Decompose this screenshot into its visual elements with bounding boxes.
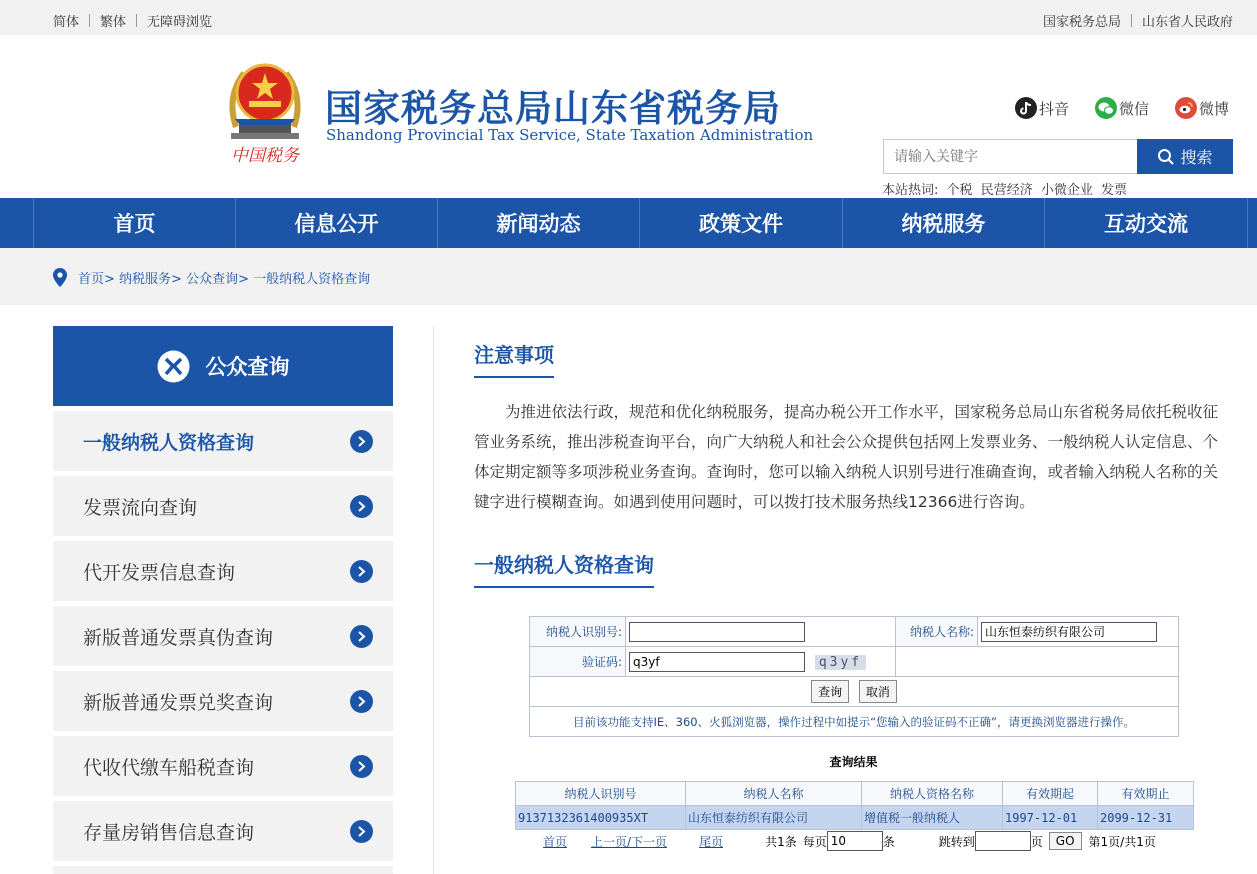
taxpayer-name-label: 纳税人名称: — [896, 617, 978, 647]
nav-home[interactable]: 首页 — [33, 198, 235, 248]
results-table — [515, 781, 1194, 830]
captcha-label: 验证码: — [530, 647, 626, 677]
breadcrumb-service[interactable]: 纳税服务> — [119, 272, 182, 287]
empty-cell — [896, 647, 1179, 677]
sidebar-item-label: 新版普通发票真伪查询 — [83, 626, 274, 649]
chevron-right-icon — [350, 690, 373, 713]
sidebar-item-housing-sales[interactable] — [53, 801, 393, 861]
weibo-label: 微博 — [1199, 99, 1230, 118]
breadcrumb-home[interactable]: 首页> — [78, 272, 115, 287]
douyin-label: 抖音 — [1039, 99, 1070, 118]
first-page-link[interactable]: 首页 — [543, 834, 568, 849]
total-count: 共1条 — [765, 834, 797, 849]
cell-taxpayer-name: 山东恒泰纺织有限公司 — [686, 806, 862, 830]
divider — [89, 14, 90, 27]
divider — [1131, 14, 1132, 27]
page-unit: 页 — [1030, 834, 1043, 849]
goto-label: 跳转到 — [938, 834, 975, 849]
sidebar-item-label: 一般纳税人资格查询 — [83, 431, 255, 454]
breadcrumb-current[interactable]: 一般纳税人资格查询 — [253, 272, 371, 287]
sidebar-item-general-taxpayer[interactable] — [53, 411, 393, 471]
column-header: 有效期起 — [1003, 782, 1098, 806]
wechat-label: 微信 — [1119, 99, 1150, 118]
breadcrumb — [52, 268, 370, 287]
cancel-button[interactable]: 取消 — [859, 680, 897, 703]
location-pin-icon — [52, 268, 68, 287]
douyin-link[interactable] — [1015, 97, 1069, 119]
nav-interact[interactable]: 互动交流 — [1044, 198, 1248, 248]
last-page-link[interactable]: 尾页 — [699, 834, 724, 849]
nav-service[interactable]: 纳税服务 — [842, 198, 1044, 248]
wechat-link[interactable] — [1095, 97, 1149, 119]
captcha-image[interactable]: q3yf — [815, 655, 866, 670]
cell-valid-to: 2099-12-31 — [1098, 806, 1194, 830]
sidebar-item-label: 代收代缴车船税查询 — [83, 756, 255, 779]
sidebar-item-label: 存量房销售信息查询 — [83, 821, 255, 844]
column-header: 纳税人识别号 — [516, 782, 686, 806]
query-button[interactable]: 查询 — [811, 680, 849, 703]
language-links — [53, 11, 212, 30]
link-sta[interactable]: 国家税务总局 — [1042, 15, 1121, 30]
taxpayer-id-input[interactable] — [629, 622, 805, 642]
link-simplified[interactable]: 简体 — [53, 15, 80, 30]
top-bar — [0, 0, 1257, 35]
per-page-input[interactable] — [827, 831, 883, 851]
notice-text: 为推进依法行政，规范和优化纳税服务，提高办税公开工作水平，国家税务总局山东省税务局依托税收征管业务系统，推出涉税查询平台，向广大纳税人和社会公众提供包括网上发票业务、一般纳税人认定信息、个体定期定额等多项涉税业务查询。查询时，您可以输入纳税人识别号进行准确查询，或者输入纳税人名称的关键字进行模糊查询。如遇到使用问题时，可以拨打技术服务热线12366进行咨询。 — [474, 403, 1219, 511]
nav-policy[interactable]: 政策文件 — [639, 198, 842, 248]
search-button-label: 搜索 — [1180, 148, 1213, 167]
sidebar-item-invoice-flow[interactable] — [53, 476, 393, 536]
divider — [136, 14, 137, 27]
hot-word[interactable]: 小微企业 — [1040, 183, 1093, 198]
column-header: 有效期止 — [1098, 782, 1194, 806]
link-accessibility[interactable]: 无障碍浏览 — [147, 15, 213, 30]
hot-words-label: 本站热词: — [882, 183, 939, 198]
site-header — [0, 35, 1257, 198]
query-icon — [157, 350, 190, 383]
cell-qualification: 增值税一般纳税人 — [862, 806, 1003, 830]
weibo-link[interactable] — [1175, 97, 1229, 119]
captcha-input[interactable] — [629, 652, 805, 672]
sidebar-item-invoice-authenticity[interactable] — [53, 606, 393, 666]
chevron-right-icon — [350, 495, 373, 518]
hot-word[interactable]: 个税 — [946, 183, 973, 198]
sidebar-item-more[interactable] — [53, 866, 393, 874]
external-links — [1043, 11, 1233, 30]
site-subtitle: Shandong Provincial Tax Service, State Taxation Administration — [326, 126, 814, 144]
main-nav — [0, 198, 1257, 248]
hot-word[interactable]: 发票 — [1101, 183, 1128, 198]
taxpayer-id-label: 纳税人识别号: — [530, 617, 626, 647]
goto-page-input[interactable] — [975, 831, 1031, 851]
site-search — [883, 139, 1233, 174]
chevron-right-icon — [350, 820, 373, 843]
column-header: 纳税人名称 — [686, 782, 862, 806]
link-traditional[interactable]: 繁体 — [100, 15, 127, 30]
browser-tip: 目前该功能支持IE、360、火狐浏览器，操作过程中如提示“您输入的验证码不正确”，请更换浏览器进行操作。 — [530, 707, 1179, 737]
sidebar-title — [53, 326, 393, 406]
link-province-gov[interactable]: 山东省人民政府 — [1141, 15, 1233, 30]
breadcrumb-bar — [0, 248, 1257, 305]
table-row[interactable] — [516, 806, 1194, 830]
search-icon — [1157, 148, 1175, 166]
table-header-row — [516, 782, 1194, 806]
column-header: 纳税人资格名称 — [862, 782, 1003, 806]
search-button[interactable] — [1137, 139, 1233, 174]
weibo-icon — [1175, 97, 1197, 119]
tax-emblem-icon — [222, 57, 308, 167]
cell-taxpayer-id: 9137132361400935XT — [516, 806, 686, 830]
search-input[interactable] — [883, 139, 1138, 174]
douyin-icon — [1015, 97, 1037, 119]
per-page-unit: 条 — [882, 834, 895, 849]
sidebar-item-label: 发票流向查询 — [83, 496, 198, 519]
sidebar-item-label: 新版普通发票兑奖查询 — [83, 691, 274, 714]
query-title: 一般纳税人资格查询 — [474, 549, 654, 588]
site-title: 国家税务总局山东省税务局 — [325, 87, 781, 130]
taxpayer-name-input[interactable] — [981, 622, 1157, 642]
sidebar-item-label: 代开发票信息查询 — [83, 561, 236, 584]
hot-word[interactable]: 民营经济 — [980, 183, 1033, 198]
breadcrumb-public-query[interactable]: 公众查询> — [186, 272, 249, 287]
query-form — [529, 616, 1179, 737]
chevron-right-icon — [350, 430, 373, 453]
nav-news[interactable]: 新闻动态 — [437, 198, 639, 248]
nav-info[interactable]: 信息公开 — [235, 198, 437, 248]
per-page-label: 每页 — [802, 834, 827, 849]
go-button[interactable]: GO — [1049, 832, 1082, 850]
cell-valid-from: 1997-12-01 — [1003, 806, 1098, 830]
pagination — [543, 831, 1156, 851]
page-info: 第1页/共1页 — [1088, 834, 1156, 849]
sidebar-title-label: 公众查询 — [205, 355, 290, 379]
notice-title: 注意事项 — [474, 339, 554, 378]
results-title: 查询结果 — [829, 755, 878, 769]
prev-next-link[interactable]: 上一页/下一页 — [591, 834, 668, 849]
emblem-caption: 中国税务 — [231, 146, 299, 166]
sidebar-item-invoice-lottery[interactable] — [53, 671, 393, 731]
chevron-right-icon — [350, 560, 373, 583]
hot-words — [882, 179, 1131, 198]
chevron-right-icon — [350, 625, 373, 648]
divider — [433, 326, 434, 874]
wechat-icon — [1095, 97, 1117, 119]
sidebar-item-issued-invoice[interactable] — [53, 541, 393, 601]
